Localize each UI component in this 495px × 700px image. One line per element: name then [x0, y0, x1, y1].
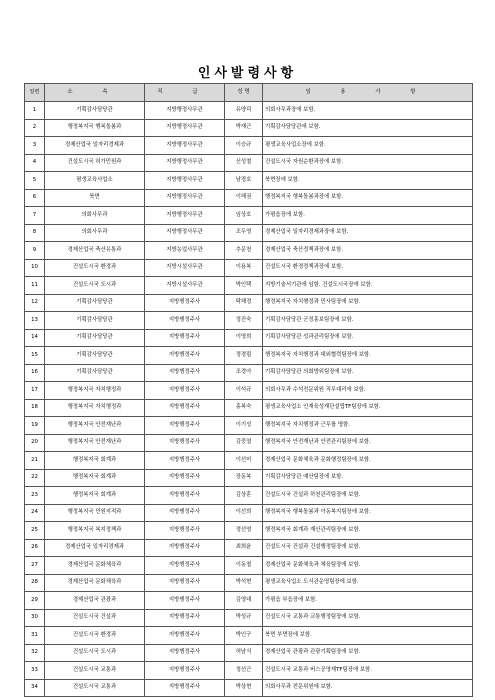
cell-rank: 지방행정주사	[145, 662, 225, 680]
cell-no: 1	[25, 102, 45, 120]
cell-desc: 기획감사담당관 예산팀장에 보함.	[263, 469, 473, 487]
header-no: 일련	[25, 84, 45, 102]
cell-desc: 평생교육사업소 도서관운영팀장에 보함.	[263, 574, 473, 592]
cell-no: 16	[25, 364, 45, 382]
cell-no: 30	[25, 609, 45, 627]
cell-dept: 건설도시국 허가민원과	[45, 154, 145, 172]
cell-rank: 지방행정사무관	[145, 102, 225, 120]
header-name: 성 명	[225, 84, 263, 102]
cell-no: 13	[25, 312, 45, 330]
cell-rank: 지방행정주사	[145, 329, 225, 347]
table-row	[25, 119, 473, 137]
cell-name: 이해권	[225, 189, 263, 207]
table-row	[25, 592, 473, 610]
cell-desc: 가평읍장에 보함.	[263, 207, 473, 225]
cell-rank: 지방행정주사	[145, 609, 225, 627]
table-row	[25, 382, 473, 400]
cell-desc: 건설도시국 교통과 버스공영제TF팀장에 보함.	[263, 662, 473, 680]
cell-name: 이석규	[225, 382, 263, 400]
cell-rank: 지방행정주사	[145, 382, 225, 400]
table-row	[25, 417, 473, 435]
cell-rank: 지방행정주사	[145, 434, 225, 452]
cell-no: 21	[25, 452, 45, 470]
cell-rank: 지방행정주사	[145, 522, 225, 540]
cell-no: 17	[25, 382, 45, 400]
table-row	[25, 557, 473, 575]
table-row	[25, 172, 473, 190]
cell-dept: 행정복지국 회계과	[45, 452, 145, 470]
cell-name: 최희윤	[225, 539, 263, 557]
table-row	[25, 312, 473, 330]
cell-name: 신성철	[225, 154, 263, 172]
cell-desc: 가평읍 부읍장에 보함.	[263, 592, 473, 610]
cell-desc: 의회사무과 수석전문위원 직무대리에 보함.	[263, 382, 473, 400]
table-row	[25, 644, 473, 662]
cell-rank: 지방행정주사	[145, 417, 225, 435]
cell-dept: 행정복지국 민원지적과	[45, 504, 145, 522]
cell-rank: 지방행정사무관	[145, 172, 225, 190]
cell-no: 33	[25, 662, 45, 680]
cell-dept: 경제산업국 축산유통과	[45, 242, 145, 260]
cell-name: 이선희	[225, 504, 263, 522]
cell-desc: 행정복지국 자치행정과 대외협력팀장에 보함.	[263, 347, 473, 365]
cell-rank: 지방행정주사	[145, 399, 225, 417]
cell-dept: 행정복지국 회계과	[45, 487, 145, 505]
cell-name: 장동복	[225, 469, 263, 487]
table-row	[25, 504, 473, 522]
cell-rank: 지방시설사무관	[145, 259, 225, 277]
cell-rank: 지방행정주사	[145, 347, 225, 365]
cell-desc: 경제산업국 축산정책과장에 보함.	[263, 242, 473, 260]
cell-rank: 지방행정주사	[145, 364, 225, 382]
cell-rank: 지방시설사무관	[145, 277, 225, 295]
cell-desc: 기획감사담당관에 보함.	[263, 119, 473, 137]
table-row	[25, 627, 473, 645]
cell-name: 정경림	[225, 347, 263, 365]
table-row	[25, 294, 473, 312]
cell-desc: 지방기술서기관에 임함. 건설도시국장에 보함.	[263, 277, 473, 295]
cell-dept: 건설도시국 환경과	[45, 259, 145, 277]
cell-name: 유양덕	[225, 102, 263, 120]
cell-name: 정선근	[225, 662, 263, 680]
cell-desc: 의회사무과 전문위원에 보함.	[263, 679, 473, 697]
table-row	[25, 434, 473, 452]
table-row	[25, 154, 473, 172]
cell-no: 27	[25, 557, 45, 575]
cell-rank: 지방행정사무관	[145, 154, 225, 172]
cell-name: 이선미	[225, 452, 263, 470]
cell-no: 4	[25, 154, 45, 172]
cell-name: 박재근	[225, 119, 263, 137]
table-row	[25, 452, 473, 470]
cell-dept: 행정복지국 복지정책과	[45, 522, 145, 540]
table-row	[25, 347, 473, 365]
cell-desc: 행정복지국 자치행정과 민사팀장에 보함.	[263, 294, 473, 312]
table-row	[25, 399, 473, 417]
cell-desc: 경제산업국 문화체육과 체육팀장에 보함.	[263, 557, 473, 575]
cell-no: 14	[25, 329, 45, 347]
cell-no: 3	[25, 137, 45, 155]
cell-no: 19	[25, 417, 45, 435]
cell-name: 탁해경	[225, 294, 263, 312]
cell-dept: 행정복지국 안전재난과	[45, 434, 145, 452]
cell-rank: 지방행정주사	[145, 539, 225, 557]
table-row	[25, 364, 473, 382]
cell-desc: 기획감사담당관 의회방위팀장에 보함.	[263, 364, 473, 382]
cell-dept: 건설도시국 교통과	[45, 662, 145, 680]
header-desc: 임 용 사 항	[263, 84, 473, 102]
cell-rank: 지방행정사무관	[145, 224, 225, 242]
cell-rank: 지방행정주사	[145, 644, 225, 662]
cell-desc: 평생교육사업소 인재육성재단설립TF팀장에 보함.	[263, 399, 473, 417]
table-row	[25, 259, 473, 277]
cell-name: 김영대	[225, 592, 263, 610]
cell-dept: 기획감사담당관	[45, 312, 145, 330]
cell-rank: 지방행정사무관	[145, 207, 225, 225]
cell-desc: 행정복지국 자치행정과 근무를 명함.	[263, 417, 473, 435]
cell-dept: 건설도시국 건설과	[45, 609, 145, 627]
cell-dept: 경제산업국 문화체육과	[45, 557, 145, 575]
table-row	[25, 224, 473, 242]
cell-no: 15	[25, 347, 45, 365]
table-row	[25, 522, 473, 540]
document-title: 인사발령사항	[197, 66, 298, 81]
cell-rank: 지방행정주사	[145, 557, 225, 575]
cell-rank: 지방행정사무관	[145, 189, 225, 207]
cell-name: 남경호	[225, 172, 263, 190]
cell-no: 8	[25, 224, 45, 242]
cell-no: 7	[25, 207, 45, 225]
table-row	[25, 329, 473, 347]
table-row	[25, 469, 473, 487]
cell-no: 22	[25, 469, 45, 487]
table-body	[25, 102, 473, 697]
cell-no: 20	[25, 434, 45, 452]
cell-no: 10	[25, 259, 45, 277]
cell-dept: 행정복지국 안전재난과	[45, 417, 145, 435]
cell-name: 박성규	[225, 609, 263, 627]
cell-no: 18	[25, 399, 45, 417]
cell-rank: 지방행정주사	[145, 487, 225, 505]
cell-no: 25	[25, 522, 45, 540]
cell-no: 11	[25, 277, 45, 295]
cell-dept: 기획감사담당관	[45, 102, 145, 120]
cell-dept: 기획감사담당관	[45, 329, 145, 347]
cell-no: 28	[25, 574, 45, 592]
cell-no: 2	[25, 119, 45, 137]
cell-dept: 의회사무과	[45, 224, 145, 242]
cell-dept: 행정복지국 자치행정과	[45, 382, 145, 400]
cell-name: 김중열	[225, 434, 263, 452]
cell-no: 23	[25, 487, 45, 505]
cell-dept: 건설도시국 도시과	[45, 277, 145, 295]
cell-desc: 북면장에 보함.	[263, 172, 473, 190]
cell-rank: 지방행정사무관	[145, 119, 225, 137]
cell-dept: 경제산업국 문화체육과	[45, 574, 145, 592]
cell-rank: 지방행정주사	[145, 312, 225, 330]
cell-desc: 건설도시국 환경정책과장에 보함.	[263, 259, 473, 277]
cell-no: 5	[25, 172, 45, 190]
cell-rank: 지방행정주사	[145, 504, 225, 522]
cell-name: 허남식	[225, 644, 263, 662]
table-header-row	[25, 84, 473, 102]
cell-name: 이용복	[225, 259, 263, 277]
cell-desc: 행정복지국 행복돌봄과 아동복지팀장에 보함.	[263, 504, 473, 522]
cell-rank: 지방행정주사	[145, 592, 225, 610]
cell-desc: 경제산업국 관광과 관광기획팀장에 보함.	[263, 644, 473, 662]
cell-dept: 의회사무과	[45, 207, 145, 225]
cell-desc: 행정복지국 행복돌봄과장에 보함.	[263, 189, 473, 207]
cell-no: 29	[25, 592, 45, 610]
cell-dept: 경제산업국 일자리경제과	[45, 539, 145, 557]
cell-name: 추문천	[225, 242, 263, 260]
cell-name: 조경아	[225, 364, 263, 382]
cell-no: 24	[25, 504, 45, 522]
cell-dept: 기획감사담당관	[45, 294, 145, 312]
table-row	[25, 662, 473, 680]
table-row	[25, 609, 473, 627]
table-row	[25, 242, 473, 260]
cell-dept: 건설도시국 교통과	[45, 679, 145, 697]
cell-desc: 건설도시국 교통과 교통행정팀장에 보함.	[263, 609, 473, 627]
personnel-table	[24, 83, 473, 697]
cell-name: 정선영	[225, 522, 263, 540]
cell-desc: 의회사무과장에 보함.	[263, 102, 473, 120]
cell-no: 6	[25, 189, 45, 207]
cell-dept: 건설도시국 환경과	[45, 627, 145, 645]
cell-name: 조두영	[225, 224, 263, 242]
table-row	[25, 137, 473, 155]
cell-rank: 지방행정주사	[145, 294, 225, 312]
cell-desc: 북면 부면장에 보함.	[263, 627, 473, 645]
cell-rank: 지방행정주사	[145, 469, 225, 487]
cell-desc: 건설도시국 건설과 건설행정팀장에 보함.	[263, 539, 473, 557]
cell-desc: 경제산업국 문화체육과 문화행정팀장에 보함.	[263, 452, 473, 470]
cell-dept: 북면	[45, 189, 145, 207]
cell-desc: 평생교육사업소장에 보함.	[263, 137, 473, 155]
cell-desc: 행정복지국 안전재난과 안전관리팀장에 보함.	[263, 434, 473, 452]
cell-name: 정진숙	[225, 312, 263, 330]
cell-name: 박인택	[225, 277, 263, 295]
cell-rank: 지방농업사무관	[145, 242, 225, 260]
cell-dept: 행정복지국 자치행정과	[45, 399, 145, 417]
cell-rank: 지방행정사무관	[145, 137, 225, 155]
cell-name: 이승규	[225, 137, 263, 155]
table-row	[25, 277, 473, 295]
cell-no: 34	[25, 679, 45, 697]
cell-name: 이동철	[225, 557, 263, 575]
cell-name: 이영희	[225, 329, 263, 347]
table-row	[25, 207, 473, 225]
header-rank: 직 급	[145, 84, 225, 102]
cell-no: 32	[25, 644, 45, 662]
cell-rank: 지방행정주사	[145, 627, 225, 645]
cell-no: 31	[25, 627, 45, 645]
cell-dept: 기획감사담당관	[45, 364, 145, 382]
table-row	[25, 679, 473, 697]
cell-dept: 행정복지국 회계과	[45, 469, 145, 487]
cell-name: 홍복숙	[225, 399, 263, 417]
cell-dept: 평생교육사업소	[45, 172, 145, 190]
cell-rank: 지방행정주사	[145, 452, 225, 470]
table-row	[25, 102, 473, 120]
cell-desc: 기획감사담당관 성과관리팀장에 보함.	[263, 329, 473, 347]
table-row	[25, 487, 473, 505]
cell-desc: 기획감사담당관 군정홍보팀장에 보함.	[263, 312, 473, 330]
cell-no: 12	[25, 294, 45, 312]
cell-name: 이기성	[225, 417, 263, 435]
table-row	[25, 189, 473, 207]
cell-name: 박상현	[225, 679, 263, 697]
cell-dept: 행정복지국 행복돌봄과	[45, 119, 145, 137]
cell-dept: 경제산업국 일자리경제과	[45, 137, 145, 155]
header-dept: 소 속	[45, 84, 145, 102]
table-row	[25, 574, 473, 592]
cell-desc: 행정복지국 회계과 재산관리팀장에 보함.	[263, 522, 473, 540]
cell-rank: 지방행정주사	[145, 574, 225, 592]
cell-desc: 건설도시국 자원순환과장에 보함.	[263, 154, 473, 172]
table-row	[25, 539, 473, 557]
cell-name: 임상호	[225, 207, 263, 225]
cell-name: 박인구	[225, 627, 263, 645]
cell-desc: 경제산업국 일자리경제과장에 보함.	[263, 224, 473, 242]
cell-dept: 건설도시국 도시과	[45, 644, 145, 662]
cell-rank: 지방행정주사	[145, 679, 225, 697]
cell-desc: 건설도시국 건설과 하천관리팀장에 보함.	[263, 487, 473, 505]
cell-name: 김상훈	[225, 487, 263, 505]
cell-dept: 경제산업국 관광과	[45, 592, 145, 610]
cell-no: 26	[25, 539, 45, 557]
cell-dept: 기획감사담당관	[45, 347, 145, 365]
cell-no: 9	[25, 242, 45, 260]
cell-name: 박석현	[225, 574, 263, 592]
